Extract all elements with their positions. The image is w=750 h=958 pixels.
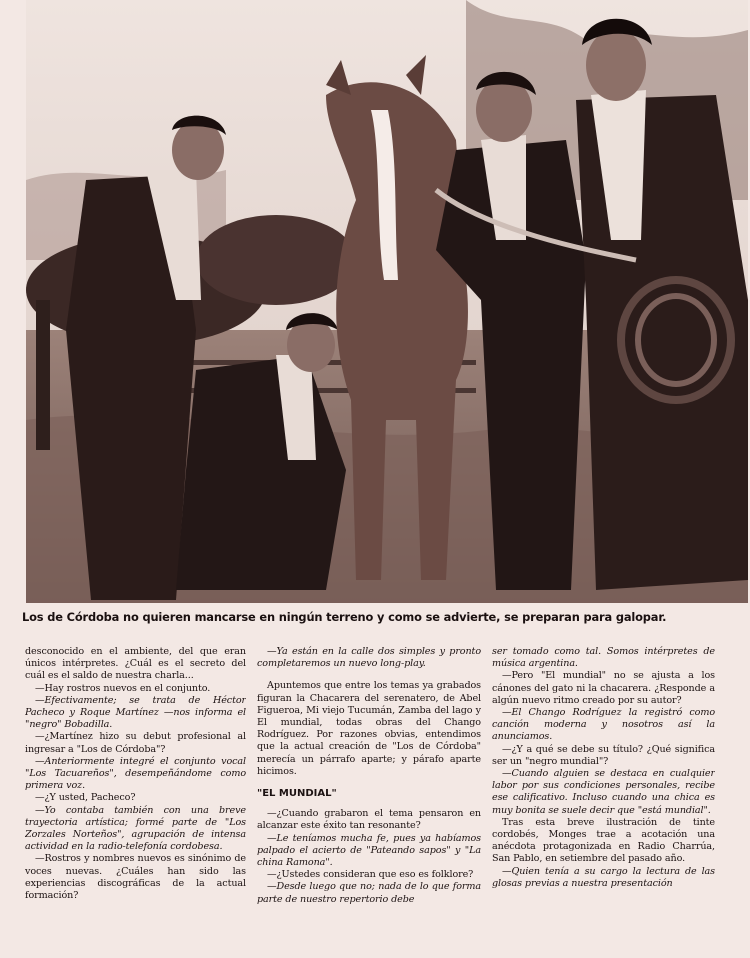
paragraph: —Hay rostros nuevos en el conjunto. [35, 682, 211, 694]
paragraph: —Desde luego que no; nada de lo que forma parte de nuestro repertorio debe [257, 881, 481, 905]
paragraph: —El Chango Rodríguez la registró como canción moderna y nosotros así la anunciamos. [492, 707, 715, 743]
paragraph: —Cuando alguien se destaca en cualquier labor por sus condiciones personales, recibe ese calificativo. Incluso cuando una chica es muy bonita se suele decir que "está mundial". [492, 768, 715, 816]
paragraph: —¿Y a qué se debe su título? ¿Qué significa ser un "negro mundial"? [492, 743, 715, 767]
text-column-2 [257, 646, 481, 956]
paragraph: —¿Cuando grabaron el tema pensaron en alcanzar este éxito tan resonante? [257, 808, 481, 832]
paragraph: —Yo contaba también con una breve trayectoria artística; formé parte de "Los Zorzales Norteños", agrupación de intensa actividad en la radio-telefonía cordobesa. [25, 804, 246, 853]
paragraph: Apuntemos que entre los temas ya grabados figuran la Chacarera del serenatero, de Abel Figueroa, Mi viejo Tucumán, Zamba del lago y El mundial, todas obras del Chango Rodríguez. Por razones obvias, entendimos que la actual creación de "Los de Córdoba" merecía un párrafo aparte; y párafo aparte hicimos. [257, 680, 481, 777]
paragraph: —Ya están en la calle dos simples y pronto completaremos un nuevo long-play. [257, 646, 481, 670]
text-column-1 [25, 646, 246, 956]
paragraph: —¿Y usted, Pacheco? [35, 792, 136, 804]
paragraph: —Anteriormente integré el conjunto vocal "Los Tacuareños", desempeñándome como primera voz. [25, 755, 246, 792]
group-horse-photo [26, 0, 748, 603]
paragraph: ser tomado como tal. Somos intérpretes de música argentina. [492, 646, 715, 670]
text-column-3 [492, 646, 715, 956]
paragraph: Tras esta breve ilustración de tinte cordobés, Monges trae a acotación una anécdota protagonizada en Radio Charrúa, San Pablo, en setiembre del pasado año. [492, 816, 715, 865]
section-heading: "EL MUNDIAL" [257, 788, 337, 800]
paragraph: —Pero "El mundial" no se ajusta a los cánones del gato ni la chacarera. ¿Responde a algún nuevo ritmo creado por su autor? [492, 670, 715, 706]
paragraph: —¿Ustedes consideran que eso es folklore? [267, 869, 474, 881]
photo-caption: Los de Córdoba no quieren mancarse en ningún terreno y como se advierte, se preparan para galopar. [22, 610, 667, 624]
paragraph: —Quien tenía a su cargo la lectura de las glosas previas a nuestra presentación [492, 865, 715, 889]
paragraph: —Efectivamente; se trata de Héctor Pacheco y Roque Martínez —nos informa el "negro" Bobadilla. [25, 694, 246, 731]
paragraph: desconocido en el ambiente, del que eran únicos intérpretes. ¿Cuál es el secreto del cuál es el saldo de nuestra charla... [25, 646, 246, 682]
paragraph: —¿Martínez hizo su debut profesional al ingresar a "Los de Córdoba"? [25, 731, 246, 755]
paragraph: —Le teníamos mucha fe, pues ya habíamos palpado el acierto de "Pateando sapos" y "La china Ramona". [257, 832, 481, 869]
paragraph: —Rostros y nombres nuevos es sinónimo de voces nuevas. ¿Cuáles han sido las experiencias discográficas de la actual formación? [25, 853, 246, 902]
